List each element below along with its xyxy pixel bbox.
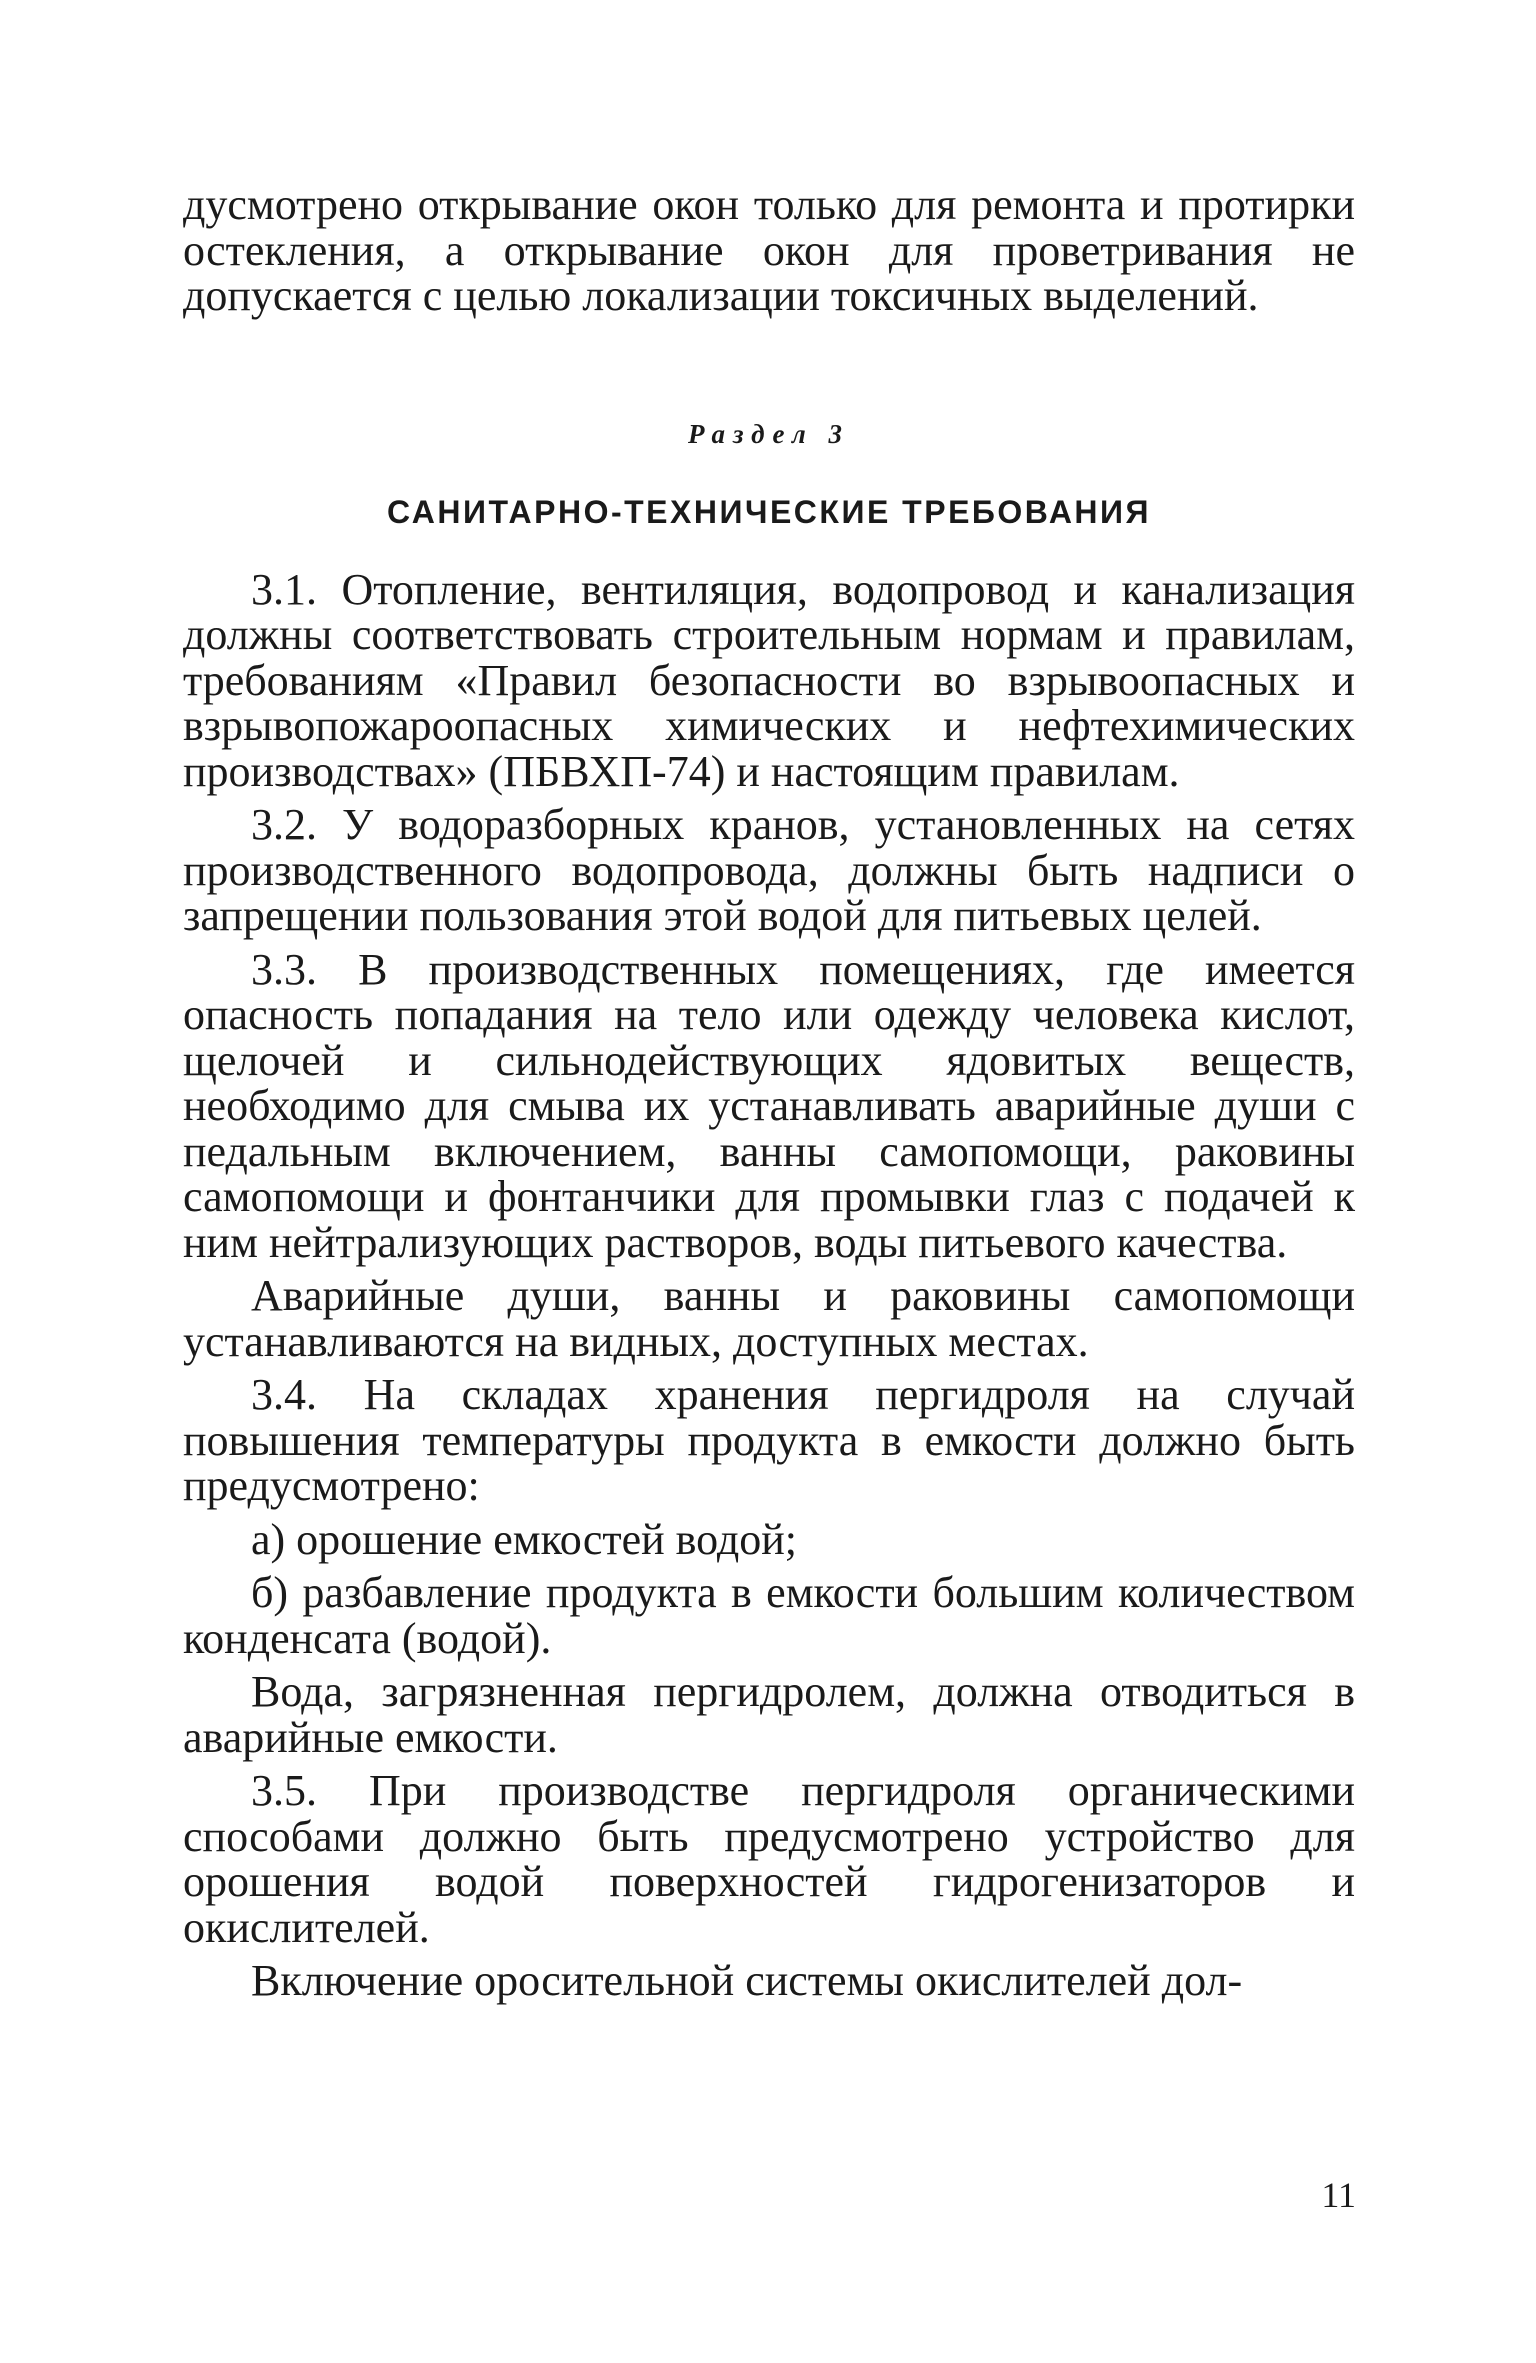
intro-paragraph: дусмотрено открывание окон только для ремонта и протирки остекления, а открывание окон для проветривания не допускается с целью локализации токсичных выделений. xyxy=(183,180,1355,320)
paragraph-3-4-note: Вода, загрязненная пергидролем, должна отводиться в аварийные емкости. xyxy=(183,1667,1355,1762)
paragraph-3-5: 3.5. При производстве пергидроля органическими способами должно быть предусмотрено устройство для орошения водой поверхностей гидрогенизаторов и окислителей. xyxy=(183,1766,1355,1952)
document-page xyxy=(183,182,1355,2004)
paragraph-3-4-item-b: б) разбавление продукта в емкости большим количеством конденсата (водой). xyxy=(183,1568,1355,1663)
paragraph-3-4-item-a: а) орошение емкостей водой; xyxy=(251,1514,798,1564)
paragraph-3-4: 3.4. На складах хранения пергидроля на случай повышения температуры продукта в емкости должно быть предусмотрено: xyxy=(183,1370,1355,1510)
section-title: САНИТАРНО-ТЕХНИЧЕСКИЕ ТРЕБОВАНИЯ xyxy=(386,493,1152,530)
paragraph-3-3-continued: Аварийные души, ванны и раковины самопомощи устанавливаются на видных, доступных местах. xyxy=(183,1271,1355,1366)
paragraph-3-1: 3.1. Отопление, вентиляция, водопровод и канализация должны соответствовать строительным нормам и правилам, требованиям «Правил безопасности во взрывоопасных и взрывопожароопасных химических и нефтехимических производствах» (ПБВХП-74) и настоящим правилам. xyxy=(183,564,1355,796)
paragraph-3-2: 3.2. У водоразборных кранов, установленных на сетях производственного водопровода, должны быть надписи о запрещении пользования этой водой для питьевых целей. xyxy=(183,800,1355,940)
section-label: Раздел 3 xyxy=(688,418,850,449)
paragraph-3-5-continued: Включение оросительной системы окислителей дол- xyxy=(251,1956,1243,2005)
page-number: 11 xyxy=(1321,2175,1356,2215)
paragraph-3-3: 3.3. В производственных помещениях, где имеется опасность попадания на тело или одежду человека кислот, щелочей и сильнодействующих ядовитых веществ, необходимо для смыва их устанавливать аварийные души с педальным включением, ванны самопомощи, раковины самопомощи и фонтанчики для промывки глаз с подачей к ним нейтрализующих растворов, воды питьевого качества. xyxy=(183,944,1355,1267)
